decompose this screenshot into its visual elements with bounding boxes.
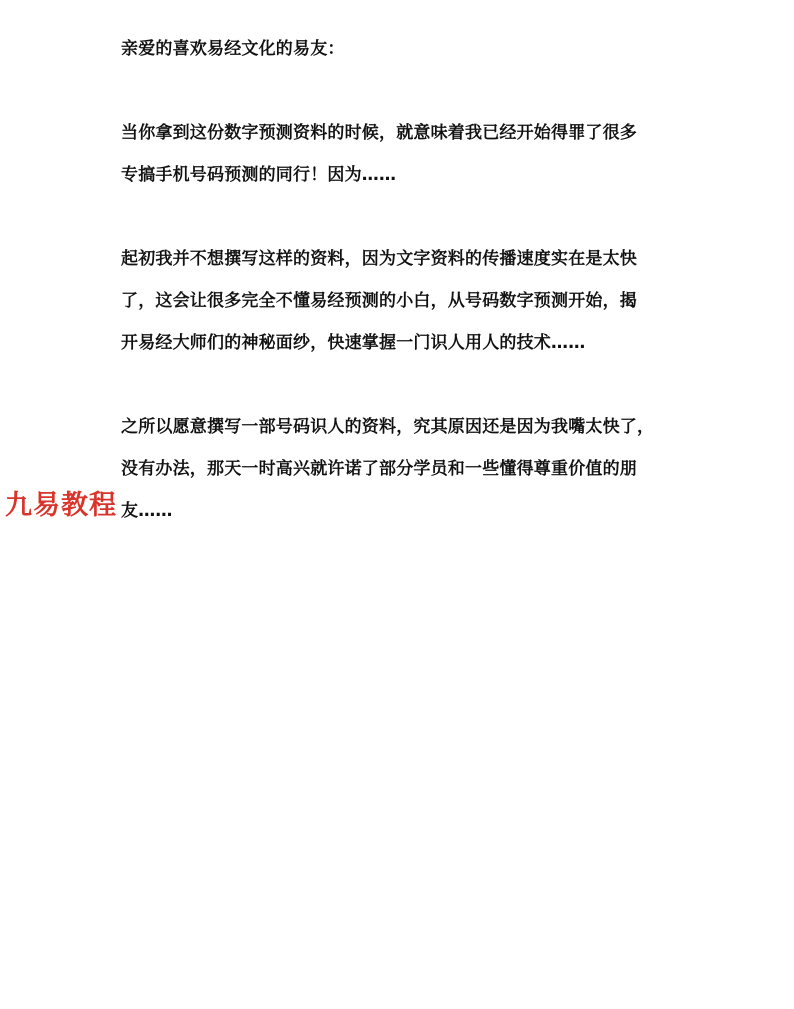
paragraph-line: 起初我并不想撰写这样的资料，因为文字资料的传播速度实在是太快 [121, 249, 637, 269]
paragraph-2 [121, 238, 691, 364]
paragraph-3 [121, 406, 691, 532]
paragraph-1 [121, 112, 691, 196]
paragraph-line: 当你拿到这份数字预测资料的时候，就意味着我已经开始得罪了很多 [121, 123, 637, 143]
paragraph-gap [121, 196, 691, 238]
paragraph-line: 了，这会让很多完全不懂易经预测的小白，从号码数字预测开始，揭 [121, 291, 637, 311]
letter-body [121, 28, 691, 532]
watermark-logo: 九易教程 [5, 490, 117, 521]
paragraph-line: 开易经大师们的神秘面纱，快速掌握一门识人用人的技术…… [121, 333, 586, 353]
paragraph-line: 之所以愿意撰写一部号码识人的资料，究其原因还是因为我嘴太快了， [121, 417, 655, 437]
paragraph-gap [121, 364, 691, 406]
greeting-line: 亲爱的喜欢易经文化的易友： [121, 39, 345, 59]
paragraph-gap [121, 70, 691, 112]
paragraph-line: 友…… [121, 501, 173, 521]
paragraph-line: 没有办法，那天一时高兴就许诺了部分学员和一些懂得尊重价值的朋 [121, 459, 637, 479]
paragraph-line: 专搞手机号码预测的同行！因为…… [121, 165, 397, 185]
